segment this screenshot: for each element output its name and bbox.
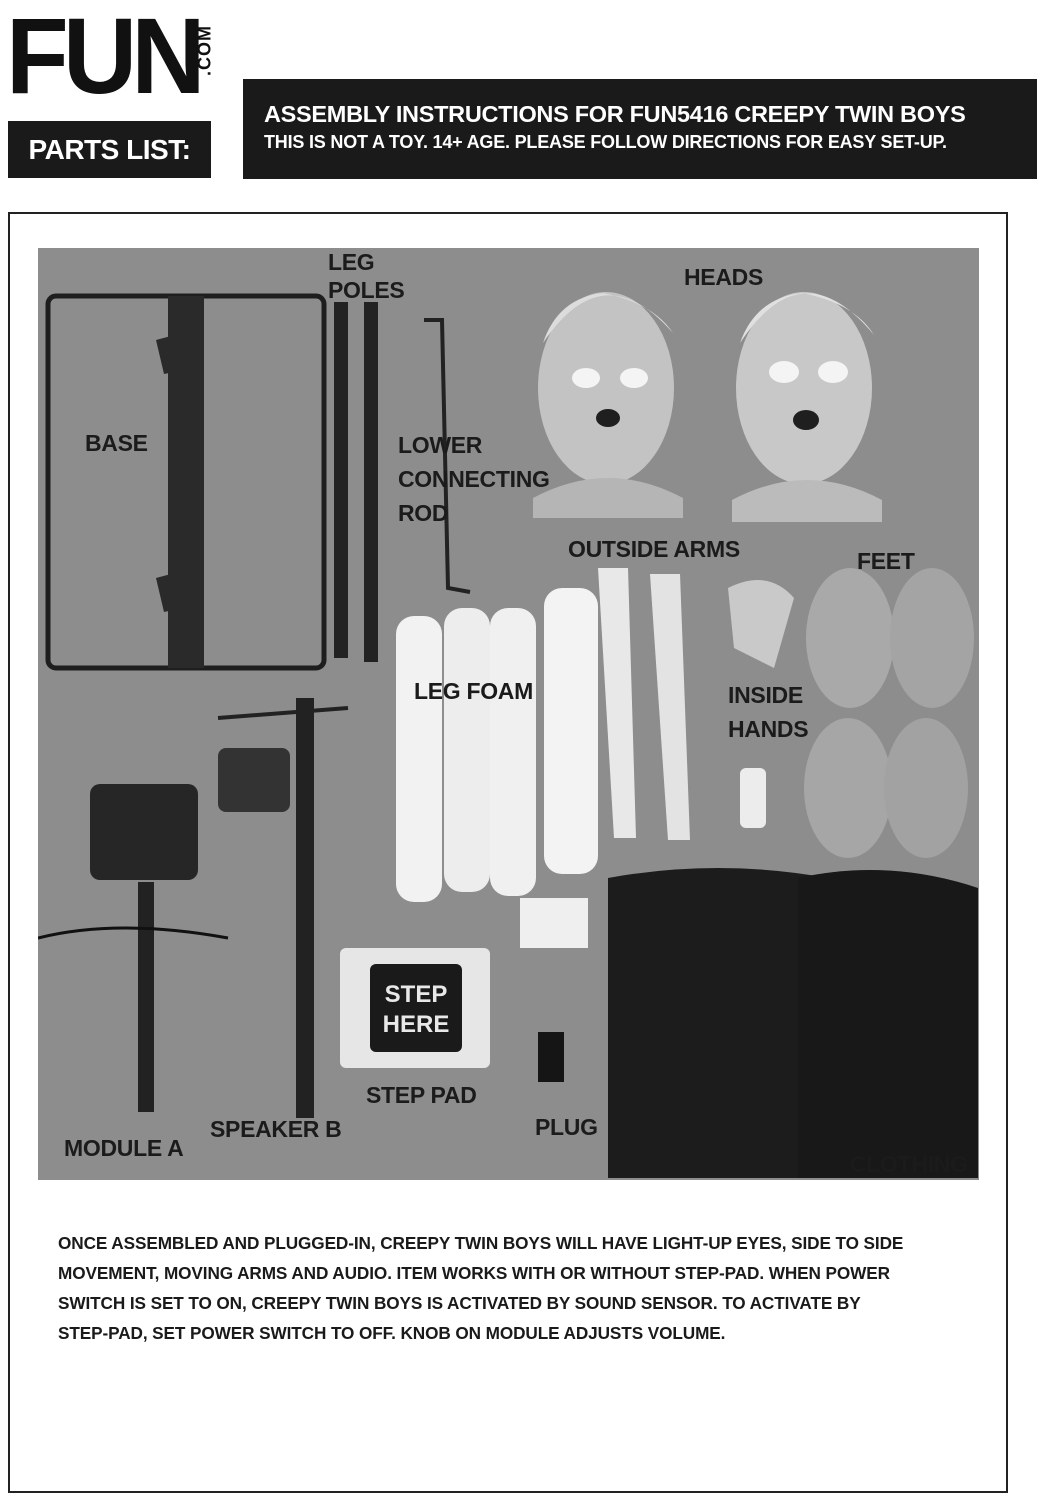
leg-foam-part	[396, 588, 598, 902]
label-speaker-b: SPEAKER B	[210, 1116, 342, 1142]
label-module-a: MODULE A	[64, 1135, 184, 1161]
label-inside-hands	[728, 678, 808, 746]
label-clothing: CLOTHING	[850, 1151, 968, 1177]
step-pad-sign-line-1: STEP	[384, 981, 448, 1008]
parts-list-heading: PARTS LIST:	[8, 121, 211, 178]
label-rod-line-2: CONNECTING	[398, 466, 550, 492]
label-hands-line-2: HANDS	[728, 716, 809, 742]
label-leg-foam: LEG FOAM	[414, 678, 533, 704]
instructions-title: ASSEMBLY INSTRUCTIONS FOR FUN5416 CREEPY TWIN BOYS	[264, 101, 966, 127]
step-pad-part	[340, 948, 490, 1068]
label-lower-connecting-rod	[398, 428, 550, 530]
description-line-2: MOVEMENT, MOVING ARMS AND AUDIO. ITEM WORKS WITH OR WITHOUT STEP-PAD. WHEN POWER	[58, 1263, 890, 1283]
label-leg-poles-line-2: POLES	[328, 277, 405, 303]
module-a-part	[38, 784, 228, 1112]
step-pad-sign-line-2: HERE	[382, 1011, 450, 1038]
label-rod-line-1: LOWER	[398, 432, 483, 458]
base-part	[48, 296, 324, 668]
label-step-pad: STEP PAD	[366, 1082, 477, 1108]
feet-part	[804, 568, 974, 858]
parts-illustration	[38, 248, 979, 1180]
leg-poles-part	[334, 302, 378, 662]
outside-arms-part	[598, 568, 690, 840]
description-line-3: SWITCH IS SET TO ON, CREEPY TWIN BOYS IS ACTIVATED BY SOUND SENSOR. TO ACTIVATE BY	[58, 1293, 861, 1313]
heads-part	[533, 292, 882, 522]
label-leg-poles	[328, 248, 404, 304]
label-outside-arms: OUTSIDE ARMS	[568, 536, 740, 562]
fun-logo: FUN	[6, 0, 200, 116]
label-feet: FEET	[857, 548, 915, 574]
label-base: BASE	[85, 430, 148, 456]
product-description	[58, 1228, 988, 1348]
label-heads: HEADS	[684, 264, 764, 290]
plug-part	[520, 898, 588, 1082]
instructions-header	[243, 79, 1037, 179]
label-rod-line-3: ROD	[398, 500, 449, 526]
label-hands-line-1: INSIDE	[728, 682, 803, 708]
clothing-part	[608, 868, 978, 1178]
description-line-4: STEP-PAD, SET POWER SWITCH TO OFF. KNOB ON MODULE ADJUSTS VOLUME.	[58, 1323, 726, 1343]
description-line-1: ONCE ASSEMBLED AND PLUGGED-IN, CREEPY TWIN BOYS WILL HAVE LIGHT-UP EYES, SIDE TO SIDE	[58, 1233, 904, 1253]
instructions-subtitle: THIS IS NOT A TOY. 14+ AGE. PLEASE FOLLOW DIRECTIONS FOR EASY SET-UP.	[264, 132, 947, 152]
label-leg-poles-line-1: LEG	[328, 249, 375, 275]
speaker-b-part	[218, 698, 348, 1118]
fun-logo-suffix: .COM	[194, 25, 215, 77]
label-plug: PLUG	[535, 1114, 598, 1140]
parts-photo	[38, 248, 979, 1180]
